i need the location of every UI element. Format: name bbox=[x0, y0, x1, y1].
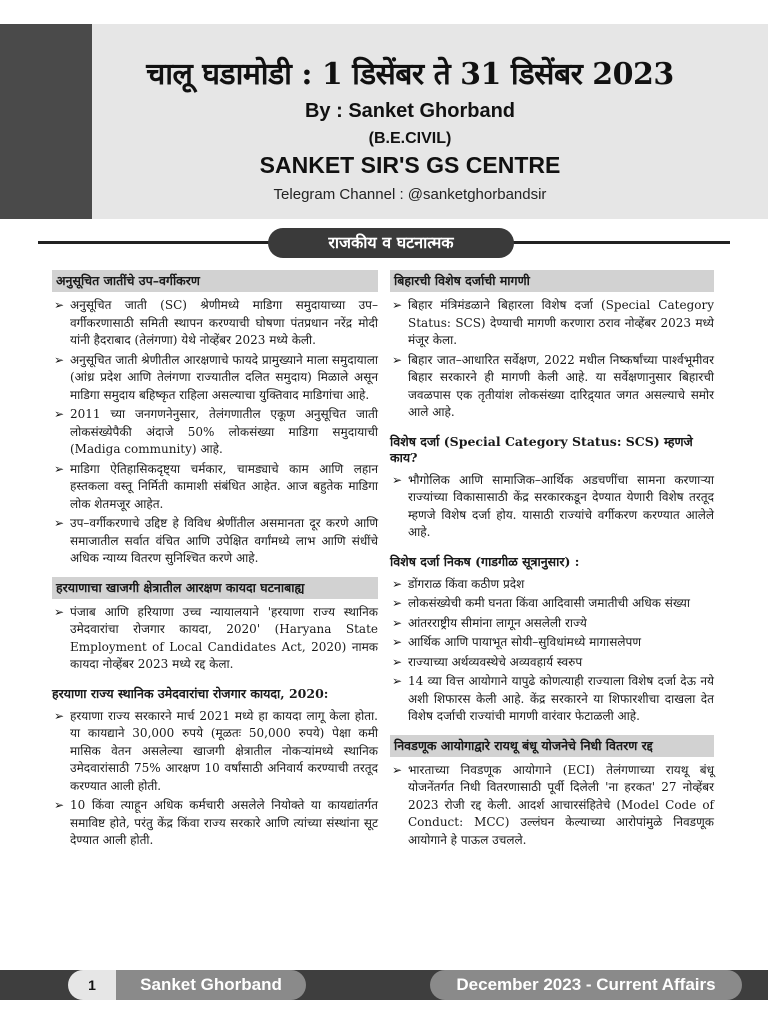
article-heading: बिहारची विशेष दर्जाची मागणी bbox=[390, 270, 714, 292]
bullet-text: भारताच्या निवडणूक आयोगाने (ECI) तेलंगणाच्या रायथू बंधू योजनेंतर्गत निधी वितरणासाठी पूर्वी दिलेली 'ना हरकत' 27 नोव्हेंबर 2023 रोजी रद्द केली. आदर्श आचारसंहितेचे (Model Code of Conduct: MCC) उल्लंघन केल्याच्या आरोपांमुळे निवडणूक आयोगाने हे पाऊल उचलले. bbox=[408, 762, 714, 847]
arrow-bullet-icon: ➢ bbox=[392, 654, 403, 669]
article-heading: अनुसूचित जातींचे उप–वर्गीकरण bbox=[52, 270, 378, 292]
arrow-bullet-icon: ➢ bbox=[54, 708, 65, 723]
author-byline: By : Sanket Ghorband bbox=[304, 100, 516, 122]
bullet-item bbox=[390, 576, 714, 594]
bullet-text: उप–वर्गीकरणाचे उद्दिष्ट हे विविध श्रेणींतील असमानता दूर करणे आणि समाजातील सर्वात वंचित आणि उपेक्षित वर्गांमध्ये लाभ आणि संधींचे अधिक न्याय्य वितरण सुनिश्चित करणे आहे. bbox=[70, 516, 378, 565]
bullet-item bbox=[390, 673, 714, 726]
header-dark-block bbox=[0, 24, 92, 219]
bullet-item bbox=[390, 472, 714, 542]
arrow-bullet-icon: ➢ bbox=[54, 298, 65, 312]
arrow-bullet-icon: ➢ bbox=[54, 461, 65, 476]
header bbox=[92, 24, 768, 219]
bullet-text: लोकसंख्येची कमी घनता किंवा आदिवासी जमातीची अधिक संख्या bbox=[408, 596, 690, 610]
article-block bbox=[52, 683, 378, 850]
bullet-item bbox=[390, 615, 714, 633]
arrow-bullet-icon: ➢ bbox=[54, 407, 65, 421]
bullet-text: अनुसूचित जाती श्रेणीतील आरक्षणाचे फायदे प्रामुख्याने माला समुदायाला (आंध्र प्रदेश आणि तेलंगणा राज्यातील दलित समुदाय) मिळाले असून माडिगा समुदाय बहिष्कृत राहिला असल्याचा युक्तिवाद माडिगांचा आहे. bbox=[70, 352, 378, 402]
bullet-text: अनुसूचित जाती (SC) श्रेणीमध्ये माडिगा समुदायाच्या उप–वर्गीकरणासाठी समिती स्थापन करण्याची घोषणा पंतप्रधान नरेंद्र मोदी यांनी हैदराबाद (तेलंगणा) येथे नोव्हेंबर 2023 मध्ये केली. bbox=[70, 298, 378, 347]
bullet-item bbox=[390, 762, 714, 850]
article-block bbox=[390, 431, 714, 542]
bullet-item bbox=[390, 352, 714, 422]
article-heading: विशेष दर्जा (Special Category Status: SCS) म्हणजे काय? bbox=[390, 433, 693, 465]
arrow-bullet-icon: ➢ bbox=[392, 352, 403, 367]
page-title: चालू घडामोडी : 1 डिसेंबर ते 31 डिसेंबर 2023 bbox=[146, 57, 674, 92]
article-heading: विशेष दर्जा निकष (गाडगीळ सूत्रानुसार) : bbox=[390, 553, 580, 569]
arrow-bullet-icon: ➢ bbox=[54, 604, 65, 619]
bullet-item bbox=[52, 797, 378, 850]
section-title: राजकीय व घटनात्मक bbox=[268, 228, 514, 258]
telegram-channel: Telegram Channel : @sanketghorbandsir bbox=[273, 186, 547, 203]
bullet-item bbox=[390, 654, 714, 672]
bullet-text: भौगोलिक आणि सामाजिक–आर्थिक अडचणींचा सामना करणाऱ्या राज्यांच्या विकासासाठी केंद्र सरकारकडून देण्यात येणारी विशेष तरतूद म्हणजे विशेष दर्जा होय. यासाठी राज्यांचे वर्गीकरण करण्यात आलेले आहे. bbox=[408, 472, 714, 539]
arrow-bullet-icon: ➢ bbox=[392, 298, 403, 312]
bullet-text: आर्थिक आणि पायाभूत सोयी–सुविधांमध्ये मागासलेपण bbox=[408, 635, 642, 649]
arrow-bullet-icon: ➢ bbox=[54, 352, 65, 367]
bullet-item bbox=[390, 634, 714, 652]
left-column bbox=[52, 270, 378, 859]
arrow-bullet-icon: ➢ bbox=[392, 762, 403, 777]
bullet-text: माडिगा ऐतिहासिकदृष्ट्या चर्मकार, चामड्याचे काम आणि लहान हस्तकला वस्तू निर्मिती कामाशी संबंधित आहेत. आज बहुतेक माडिगा लोक शेतमजूर आहेत. bbox=[70, 461, 378, 511]
bullet-text: आंतरराष्ट्रीय सीमांना लागून असलेली राज्ये bbox=[408, 615, 587, 630]
article-block bbox=[390, 551, 714, 726]
bullet-item bbox=[52, 515, 378, 568]
arrow-bullet-icon: ➢ bbox=[54, 516, 65, 530]
bullet-text: बिहार मंत्रिमंडळाने बिहारला विशेष दर्जा (Special Category Status: SCS) देण्याची मागणी करणारा ठराव नोव्हेंबर 2023 मध्ये मंजूर केला. bbox=[408, 298, 714, 347]
bullet-item bbox=[390, 595, 714, 613]
article-heading: निवडणूक आयोगाद्वारे रायथू बंधू योजनेचे निधी वितरण रद्द bbox=[390, 735, 714, 757]
bullet-item bbox=[52, 406, 378, 459]
arrow-bullet-icon: ➢ bbox=[392, 635, 403, 649]
bullet-text: हरयाणा राज्य सरकारने मार्च 2021 मध्ये हा कायदा लागू केला होता. या कायद्याने 30,000 रुपये (मूळतः 50,000 रुपये) पेक्षा कमी मासिक वेतन असलेल्या खाजगी क्षेत्रातील नोकऱ्यांमध्ये स्थानिक उमेदवारांसाठी 75% आरक्षण 10 वर्षांसाठी अनिवार्य करण्याची तरतूद करण्यात आली होती. bbox=[70, 708, 378, 793]
page-number: 1 bbox=[68, 970, 116, 1000]
footer-author: Sanket Ghorband bbox=[116, 970, 306, 1000]
centre-name: SANKET SIR'S GS CENTRE bbox=[259, 152, 561, 178]
arrow-bullet-icon: ➢ bbox=[392, 674, 403, 688]
bullet-text: 10 किंवा त्याहून अधिक कर्मचारी असलेले नियोक्ते या कायद्यांतर्गत समाविष्ट होते, परंतु केंद्र किंवा राज्य सरकारे आणि त्यांच्या संस्थांना सूट देण्यात आली होती. bbox=[70, 798, 378, 847]
bullet-item bbox=[52, 604, 378, 674]
arrow-bullet-icon: ➢ bbox=[392, 615, 403, 630]
article-heading: हरयाणाचा खाजगी क्षेत्रातील आरक्षण कायदा घटनाबाह्य bbox=[52, 577, 378, 599]
footer bbox=[0, 970, 768, 1000]
bullet-text: बिहार जात–आधारित सर्वेक्षण, 2022 मधील निष्कर्षांच्या पार्श्वभूमीवर बिहार सरकारने ही मागणी केली आहे. या सर्वेक्षणानुसार बिहारची जवळपास एक तृतीयांश लोकसंख्या दारिद्र्यात जगत असल्याचे समोर आले आहे. bbox=[408, 352, 714, 419]
bullet-item bbox=[52, 352, 378, 405]
arrow-bullet-icon: ➢ bbox=[392, 472, 403, 487]
bullet-item bbox=[390, 297, 714, 350]
article-block bbox=[52, 270, 378, 568]
bullet-text: डोंगराळ किंवा कठीण प्रदेश bbox=[408, 576, 525, 591]
bullet-text: राज्याच्या अर्थव्यवस्थेचे अव्यवहार्य स्वरुप bbox=[408, 654, 583, 669]
right-column bbox=[390, 270, 714, 858]
bullet-item bbox=[52, 708, 378, 796]
bullet-item bbox=[52, 461, 378, 514]
footer-issue: December 2023 - Current Affairs bbox=[430, 970, 742, 1000]
author-degree: (B.E.CIVIL) bbox=[368, 130, 452, 147]
bullet-text: पंजाब आणि हरियाणा उच्च न्यायालयाने 'हरयाणा राज्य स्थानिक उमेदवारांचा रोजगार कायदा, 2020' (Haryana State Employment of Local Candidates Act, 2020) नामक कायदा नोव्हेंबर 2023 मध्ये रद्द केला. bbox=[70, 604, 378, 671]
bullet-text: 2011 च्या जनगणनेनुसार, तेलंगणातील एकूण अनुसूचित जाती लोकसंख्येपैकी अंदाजे 50% लोकसंख्या माडिगा समुदायाची (Madiga community) आहे. bbox=[70, 407, 378, 456]
arrow-bullet-icon: ➢ bbox=[392, 596, 403, 610]
arrow-bullet-icon: ➢ bbox=[54, 798, 65, 812]
article-block bbox=[390, 270, 714, 422]
article-block bbox=[52, 577, 378, 674]
bullet-text: 14 व्या वित्त आयोगाने यापुढे कोणत्याही राज्याला विशेष दर्जा देऊ नये अशी शिफारस केली आहे. केंद्र सरकारने या शिफारशीचा दाखला देत विशेष दर्जाची राज्यांची मागणी वारंवार फेटाळली आहे. bbox=[408, 674, 714, 723]
bullet-item bbox=[52, 297, 378, 350]
arrow-bullet-icon: ➢ bbox=[392, 576, 403, 591]
article-heading: हरयाणा राज्य स्थानिक उमेदवारांचा रोजगार कायदा, 2020: bbox=[52, 685, 329, 701]
article-block bbox=[390, 735, 714, 850]
